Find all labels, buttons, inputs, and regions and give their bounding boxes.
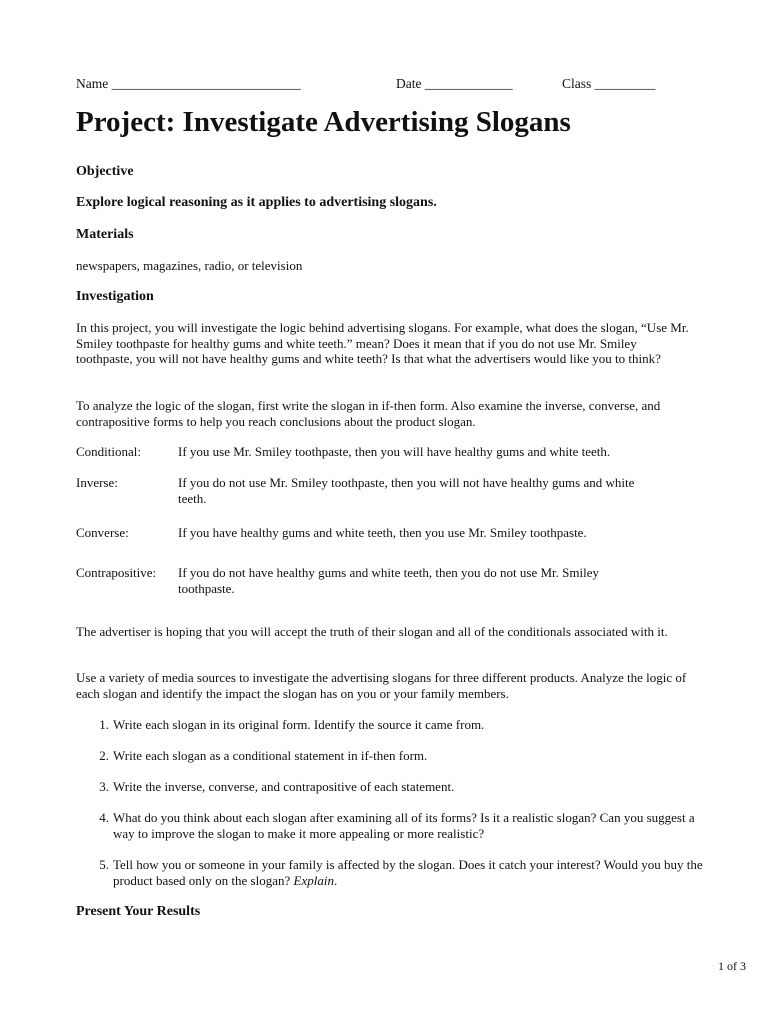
step-5-emphasis: Explain bbox=[293, 872, 334, 888]
inverse-label: Inverse: bbox=[76, 475, 118, 490]
date-field-label: Date _____________ bbox=[396, 76, 513, 91]
converse-label: Converse: bbox=[76, 525, 129, 540]
objective-text: Explore logical reasoning as it applies to advertising slogans. bbox=[76, 195, 437, 210]
contrapositive-statement: If you do not have healthy gums and white teeth, then you do not use Mr. Smiley toothpaste. bbox=[178, 565, 599, 596]
step-text-2: Write each slogan as a conditional statement in if-then form. bbox=[113, 748, 428, 763]
contrapositive-label: Contrapositive: bbox=[76, 565, 157, 580]
step-text-4: What do you think about each slogan after examining all of its forms? Is it a realistic slogan? Can you suggest a way to improve the slogan to make it more appealing or more realistic? bbox=[113, 810, 695, 841]
investigation-heading: Investigation bbox=[76, 289, 154, 304]
page-title: Project: Investigate Advertising Slogans bbox=[76, 106, 571, 138]
step-number-3: 3. bbox=[99, 779, 109, 794]
objective-heading: Objective bbox=[76, 164, 134, 179]
investigation-paragraph-2: To analyze the logic of the slogan, first write the slogan in if-then form. Also examine the inverse, converse, and contrapositive forms to help you reach conclusions about the product slogan. bbox=[76, 398, 661, 429]
materials-heading: Materials bbox=[76, 227, 134, 242]
investigation-paragraph-1: In this project, you will investigate the logic behind advertising slogans. For example, what does the slogan, “Use Mr. Smiley toothpaste for healthy gums and white teeth.” mean? Does it mean that if you do not use Mr. Smiley toothpaste, you will not have healthy gums and white teeth? Is that what the advertisers would like you to think? bbox=[76, 320, 689, 366]
name-field-label: Name ____________________________ bbox=[76, 76, 301, 91]
investigation-paragraph-4: Use a variety of media sources to investigate the advertising slogans for three different products. Analyze the logic of each slogan and identify the impact the slogan has on you or your family members. bbox=[76, 670, 687, 701]
step-5 bbox=[113, 857, 703, 888]
step-text-1: Write each slogan in its original form. Identify the source it came from. bbox=[113, 717, 485, 732]
step-number-5: 5. bbox=[99, 857, 109, 872]
investigation-paragraph-3: The advertiser is hoping that you will accept the truth of their slogan and all of the conditionals associated with it. bbox=[76, 624, 668, 639]
page-number: 1 of 3 bbox=[718, 959, 746, 973]
conditional-label: Conditional: bbox=[76, 444, 141, 459]
step-number-1: 1. bbox=[99, 717, 109, 732]
step-text-3: Write the inverse, converse, and contrapositive of each statement. bbox=[113, 779, 455, 794]
step-number-2: 2. bbox=[99, 748, 109, 763]
class-field-label: Class _________ bbox=[562, 76, 656, 91]
materials-text: newspapers, magazines, radio, or television bbox=[76, 258, 303, 273]
step-5-end: . bbox=[333, 872, 338, 888]
step-text-5: Tell how you or someone in your family is affected by the slogan. Does it catch your interest? Would you buy the product based only on the slogan? bbox=[113, 857, 703, 888]
conditional-statement: If you use Mr. Smiley toothpaste, then you will have healthy gums and white teeth. bbox=[178, 444, 611, 459]
converse-statement: If you have healthy gums and white teeth, then you use Mr. Smiley toothpaste. bbox=[178, 525, 587, 540]
inverse-statement: If you do not use Mr. Smiley toothpaste, then you will not have healthy gums and white teeth. bbox=[178, 475, 635, 506]
results-heading: Present Your Results bbox=[76, 904, 201, 919]
step-number-4: 4. bbox=[99, 810, 109, 825]
